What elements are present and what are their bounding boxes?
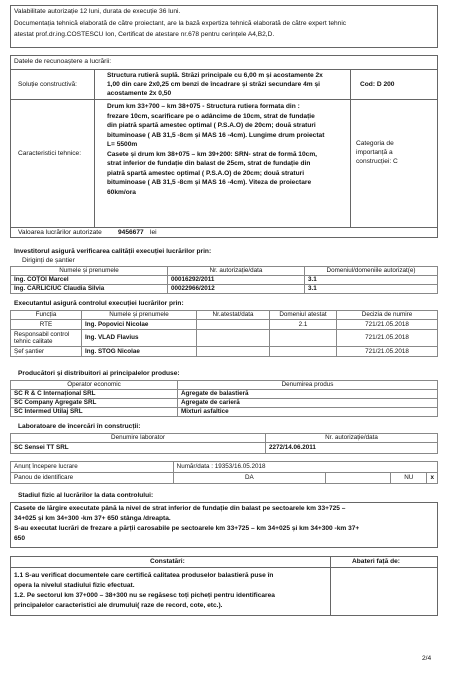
- diriginti-table: [10, 266, 438, 294]
- table-cell: Ing. VLAD Flavius: [82, 330, 197, 347]
- table-cell: Ing. Popovici Nicolae: [82, 320, 197, 330]
- constatari-title: Constatări:: [150, 558, 185, 565]
- table-cell: 3.1: [305, 276, 438, 285]
- table-row: [11, 408, 438, 417]
- table-row: [11, 330, 438, 347]
- table-row: [11, 285, 438, 294]
- abateri-title: Abateri față de:: [352, 558, 400, 565]
- table-cell: SC Sensei TT SRL: [11, 443, 266, 454]
- stadiu-title: Stadiul fizic al lucrărilor la data controlului:: [18, 492, 154, 499]
- table-cell: SC R & C Internațional SRL: [11, 390, 178, 399]
- table-cell: Agregate de balastieră: [178, 390, 438, 399]
- recunoastere-title: Datele de recunoaștere a lucrării:: [14, 58, 112, 65]
- table-cell: [326, 473, 391, 484]
- document-page: Valabilitate autorizație 12 luni, durata de execuție 36 luni. Documentația tehnică elaborată de către proiectant, are la bază expertiza tehnică elaborată de către expert tehnic atestat prof.dr.ing.COSTESCU Ion, Certificat de atestare nr.678 pentru cerințele A4,B2,D. Datele de recunoaștere a lucrării: Soluție constructivă: Structura rutieră suplă. Străzi principale cu 6,00 m și acostamente 2x 1,00 din care 2x0,25 cm benzi de încadrare și străzi secundare 4m și acostamente 2x 0,50 Cod: D 200 Caracteristici tehnice: Drum km 33+700 – km 38+075 - Structura rutiera formata din : frezare 10cm, scarificare pe o adâncime de 10cm, strat de fundație din piatră spartă amestec optimal ( P.S.A.O) de 20cm; două straturi bituminoase ( AB 31,5 -8cm și MAS 16 -4cm). Lungime drum proiectat L= 5500m Casete și drum km 38+075 – km 39+200: SRN- strat de formă 10cm, strat inferior de fundație din balast de 25cm, strat de fundație din piatră spartă amestec optimal ( P.S.A.O) de 20cm; două straturi bituminoase ( AB 31,5 -8cm și MAS 16 -4cm). Viteza de proiectare 60km/ora Categoria de importanță a construcției: C Valoarea lucrărilor autorizate 9456677 lei Investitorul asigură verificarea calității execuției lucrărilor prin: Diriginți de șantier Numele și prenumele Nr. autorizație/data Domeniul/domeniile autorizat(e) Ing. COȚOI Marcel 00016292/2011 3.1 Ing. CARLICIUC Claudia Silvia 00022966/2012 3.1 Executantul asigură controlul execuției lucrărilor prin: Funcția Numele și prenumele Nr.atestat/data Domeniul atestat Decizia de numire RTE Ing. Popovici Nicolae 2.1 721/21.05.2018 Responsabil control tehnic calitate Ing. VLAD Flavius 721/21.05.2018 Șef șantier Ing. STOG Nicolae 721/21.05.2018 Producători și distribuitori ai principalelor produse: Operator economic Denumirea produs SC R & C Internațional SRL Agregate de balastieră SC Company Agregate SRL Agregate de carieră SC Intermed Utilaj SRL Mixturi asfaltice Laboratoare de încercări în construcții: Denumire laborator Nr. autorizație/data SC Sensei TT SRL 2272/14.06.2011 Anunț începere lucrare Număr/data : 19353/16.05.2018 Panou de identificare DA NU x Stadiul fizic al lucrărilor la data controlului: Casete de lărgire executate până la nivel de strat inferior de fundație din balast pe sectoarele km 33+725 – 34+025 și km 34+300 -km 37+ 650 stânga /dreapta. S-au executat lucrări de frezare a părții carosabile pe sectoarele km 33+725 – km 34+025 și km 34+300 -km 37+ 650 Constatări: Abateri față de: 1.1 S-au verificat documentele care certifică calitatea produselor balastieră puse în opera la nivelul stadiului fizic efectuat. 1.2. Pe sectorul km 37+000 – 38+300 nu se regăsesc toți picheți pentru identificarea principalelor caracteristici ale drumului( raze de record, cote, etc.). 2/4: [0, 0, 450, 674]
- table-cell: SC Company Agregate SRL: [11, 399, 178, 408]
- table-cell: Funcția: [11, 311, 82, 320]
- valoare-value: 9456677: [118, 229, 144, 236]
- laboratoare-table: [10, 433, 438, 454]
- table-cell: Ing. COȚOI Marcel: [11, 276, 168, 285]
- table-cell: 721/21.05.2018: [337, 347, 438, 357]
- table-cell: RTE: [11, 320, 82, 330]
- anunt-table: [10, 461, 438, 484]
- panou-label: Panou de identificare: [11, 473, 174, 484]
- anunt-label: Anunț începere lucrare: [11, 462, 174, 473]
- table-row: [11, 443, 438, 454]
- table-cell: Ing. CARLICIUC Claudia Silvia: [11, 285, 168, 294]
- table-cell: Responsabil control tehnic calitate: [11, 330, 82, 347]
- intro-line-1: Valabilitate autorizație 12 luni, durata de execuție 36 luni.: [14, 8, 181, 15]
- table-cell: Agregate de carieră: [178, 399, 438, 408]
- valoare-label: Valoarea lucrărilor autorizate: [18, 229, 102, 236]
- table-cell: Decizia de numire: [337, 311, 438, 320]
- table-cell: 721/21.05.2018: [337, 320, 438, 330]
- table-cell: Domeniul/domeniile autorizat(e): [305, 267, 438, 276]
- table-cell: Nr.atestat/data: [197, 311, 270, 320]
- table-cell: Numele și prenumele: [11, 267, 168, 276]
- table-cell: Nr. autorizație/data: [168, 267, 305, 276]
- anunt-value: Număr/data : 19353/16.05.2018: [173, 462, 437, 473]
- table-row: [11, 390, 438, 399]
- producatori-table: [10, 380, 438, 417]
- table-cell: Domeniul atestat: [270, 311, 337, 320]
- panou-da: DA: [173, 473, 325, 484]
- table-cell: Mixturi asfaltice: [178, 408, 438, 417]
- table-cell: [197, 347, 270, 357]
- table-cell: Ing. STOG Nicolae: [82, 347, 197, 357]
- cod-value: Cod: D 200: [360, 81, 395, 88]
- panou-mark: x: [427, 473, 438, 484]
- solutie-label: Soluție constructivă:: [18, 81, 78, 88]
- table-cell: 3.1: [305, 285, 438, 294]
- intro-line-2: Documentația tehnică elaborată de către proiectant, are la bază expertiza tehnică elaborată de către expert tehnic: [14, 20, 347, 27]
- caracteristici-label: Caracteristici tehnice:: [18, 150, 82, 157]
- table-row: [11, 276, 438, 285]
- table-cell: Operator economic: [11, 381, 178, 390]
- executant-table: [10, 310, 438, 357]
- producatori-title: Producători și distribuitori ai principalelor produse:: [18, 370, 180, 377]
- table-cell: Denumire laborator: [11, 434, 266, 443]
- table-cell: 721/21.05.2018: [337, 330, 438, 347]
- page-number: 2/4: [422, 655, 432, 662]
- valoare-unit: lei: [150, 229, 157, 236]
- table-cell: Numele și prenumele: [82, 311, 197, 320]
- table-cell: 00022966/2012: [168, 285, 305, 294]
- table-cell: Șef șantier: [11, 347, 82, 357]
- executant-title: Executantul asigură controlul execuției lucrărilor prin:: [14, 300, 184, 307]
- table-cell: Denumirea produs: [178, 381, 438, 390]
- investitor-subtitle: Diriginți de șantier: [22, 257, 75, 264]
- table-row: [11, 399, 438, 408]
- table-cell: [270, 330, 337, 347]
- table-cell: [270, 347, 337, 357]
- table-cell: Nr. autorizație/data: [266, 434, 438, 443]
- table-cell: 00016292/2011: [168, 276, 305, 285]
- table-cell: [197, 320, 270, 330]
- table-cell: [197, 330, 270, 347]
- table-row: [11, 347, 438, 357]
- laboratoare-title: Laboratoare de încercări în construcții:: [18, 423, 141, 430]
- panou-nu: NU: [391, 473, 427, 484]
- table-cell: 2272/14.06.2011: [266, 443, 438, 454]
- table-row: [11, 320, 438, 330]
- table-cell: 2.1: [270, 320, 337, 330]
- intro-line-3: atestat prof.dr.ing.COSTESCU Ion, Certificat de atestare nr.678 pentru cerințele A4,B2,D.: [14, 31, 275, 38]
- investitor-title: Investitorul asigură verificarea calității execuției lucrărilor prin:: [14, 248, 212, 255]
- table-cell: SC Intermed Utilaj SRL: [11, 408, 178, 417]
